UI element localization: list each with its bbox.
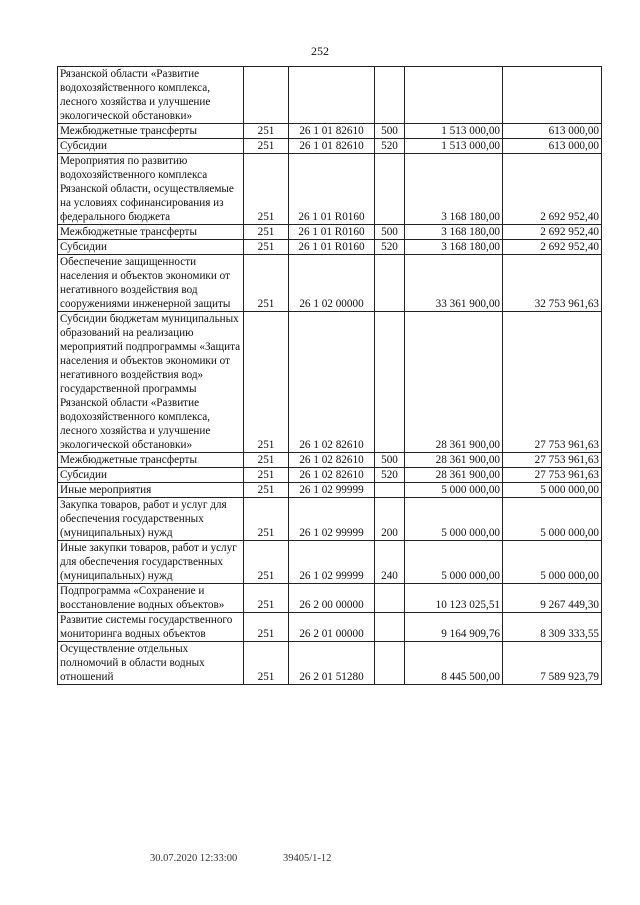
row-sum-fact-cell: 27 753 961,63 [503, 312, 602, 453]
row-code-cell: 26 2 01 00000 [289, 613, 375, 642]
row-code-cell: 26 1 01 R0160 [289, 240, 375, 255]
row-sum-plan-cell: 8 445 500,00 [405, 642, 503, 685]
row-gr-cell: 251 [244, 312, 289, 453]
row-gr-cell: 251 [244, 225, 289, 240]
table-row [58, 240, 602, 255]
row-sum-plan-cell: 1 513 000,00 [405, 124, 503, 139]
row-name-cell: Межбюджетные трансферты [58, 124, 244, 139]
row-sum-plan-cell: 28 361 900,00 [405, 312, 503, 453]
row-sum-fact-cell [503, 67, 602, 124]
row-gr-cell: 251 [244, 498, 289, 541]
table-row [58, 453, 602, 468]
row-vr-cell [375, 483, 405, 498]
row-gr-cell: 251 [244, 255, 289, 312]
row-sum-plan-cell: 33 361 900,00 [405, 255, 503, 312]
table-row [58, 312, 602, 453]
row-code-cell: 26 1 01 R0160 [289, 154, 375, 225]
table-row [58, 124, 602, 139]
row-name-cell: Иные мероприятия [58, 483, 244, 498]
row-name-cell: Обеспечение защищенности населения и объектов экономики от негативного воздействия вод сооружениями инженерной защиты [58, 255, 244, 312]
page-number: 252 [311, 44, 329, 58]
footer-datetime: 30.07.2020 12:33:00 [150, 853, 238, 864]
row-code-cell: 26 1 01 R0160 [289, 225, 375, 240]
row-name-cell: Субсидии [58, 468, 244, 483]
row-name-cell: Закупка товаров, работ и услуг для обеспечения государственных (муниципальных) нужд [58, 498, 244, 541]
row-sum-fact-cell: 5 000 000,00 [503, 498, 602, 541]
row-sum-plan-cell: 3 168 180,00 [405, 225, 503, 240]
row-name-cell: Межбюджетные трансферты [58, 453, 244, 468]
row-name-cell: Рязанской области «Развитие водохозяйственного комплекса, лесного хозяйства и улучшение экологической обстановки» [58, 67, 244, 124]
table-row [58, 154, 602, 225]
row-vr-cell: 520 [375, 468, 405, 483]
row-name-cell: Межбюджетные трансферты [58, 225, 244, 240]
row-sum-fact-cell: 32 753 961,63 [503, 255, 602, 312]
row-code-cell: 26 1 01 82610 [289, 139, 375, 154]
row-vr-cell [375, 613, 405, 642]
row-sum-plan-cell: 3 168 180,00 [405, 240, 503, 255]
row-sum-plan-cell: 9 164 909,76 [405, 613, 503, 642]
row-gr-cell: 251 [244, 240, 289, 255]
table-row [58, 483, 602, 498]
row-name-cell: Иные закупки товаров, работ и услуг для обеспечения государственных (муниципальных) нужд [58, 541, 244, 584]
row-vr-cell: 500 [375, 225, 405, 240]
row-name-cell: Субсидии [58, 139, 244, 154]
row-sum-fact-cell: 613 000,00 [503, 124, 602, 139]
table-row [58, 498, 602, 541]
row-sum-fact-cell: 5 000 000,00 [503, 541, 602, 584]
table-row [58, 468, 602, 483]
row-code-cell: 26 1 01 82610 [289, 124, 375, 139]
table-row [58, 67, 602, 124]
row-name-cell: Субсидии бюджетам муниципальных образований на реализацию мероприятий подпрограммы «Защита населения и объектов экономики от негативного воздействия вод» государственной программы Рязанской области «Развитие водохозяйственного комплекса, лесного хозяйства и улучшение экологической обстановки» [58, 312, 244, 453]
row-name-cell: Субсидии [58, 240, 244, 255]
row-vr-cell: 200 [375, 498, 405, 541]
row-name-cell: Осуществление отдельных полномочий в области водных отношений [58, 642, 244, 685]
row-sum-plan-cell: 3 168 180,00 [405, 154, 503, 225]
row-vr-cell [375, 584, 405, 613]
row-vr-cell: 520 [375, 139, 405, 154]
row-gr-cell: 251 [244, 154, 289, 225]
row-code-cell: 26 1 02 82610 [289, 468, 375, 483]
row-code-cell: 26 1 02 82610 [289, 312, 375, 453]
row-sum-fact-cell: 9 267 449,30 [503, 584, 602, 613]
row-sum-plan-cell: 5 000 000,00 [405, 541, 503, 584]
table-row [58, 642, 602, 685]
row-sum-plan-cell: 1 513 000,00 [405, 139, 503, 154]
row-gr-cell: 251 [244, 541, 289, 584]
row-sum-fact-cell: 27 753 961,63 [503, 453, 602, 468]
row-code-cell [289, 67, 375, 124]
row-sum-plan-cell: 28 361 900,00 [405, 453, 503, 468]
row-code-cell: 26 1 02 99999 [289, 483, 375, 498]
row-vr-cell [375, 67, 405, 124]
row-vr-cell [375, 154, 405, 225]
row-gr-cell: 251 [244, 642, 289, 685]
row-sum-fact-cell: 2 692 952,40 [503, 225, 602, 240]
row-vr-cell [375, 255, 405, 312]
budget-table [57, 66, 602, 685]
row-sum-fact-cell: 2 692 952,40 [503, 240, 602, 255]
row-code-cell: 26 2 00 00000 [289, 584, 375, 613]
row-vr-cell [375, 312, 405, 453]
row-sum-fact-cell: 27 753 961,63 [503, 468, 602, 483]
row-vr-cell [375, 642, 405, 685]
row-code-cell: 26 1 02 82610 [289, 453, 375, 468]
row-gr-cell: 251 [244, 613, 289, 642]
row-sum-fact-cell: 8 309 333,55 [503, 613, 602, 642]
row-code-cell: 26 1 02 99999 [289, 541, 375, 584]
row-code-cell: 26 2 01 51280 [289, 642, 375, 685]
row-sum-plan-cell: 5 000 000,00 [405, 483, 503, 498]
row-sum-fact-cell: 7 589 923,79 [503, 642, 602, 685]
row-name-cell: Мероприятия по развитию водохозяйственного комплекса Рязанской области, осуществляемые на условиях софинансирования из федерального бюджета [58, 154, 244, 225]
row-sum-plan-cell [405, 67, 503, 124]
table-row [58, 584, 602, 613]
row-gr-cell: 251 [244, 584, 289, 613]
table-row [58, 139, 602, 154]
row-code-cell: 26 1 02 99999 [289, 498, 375, 541]
row-name-cell: Подпрограмма «Сохранение и восстановление водных объектов» [58, 584, 244, 613]
table-row [58, 613, 602, 642]
row-vr-cell: 520 [375, 240, 405, 255]
row-sum-fact-cell: 613 000,00 [503, 139, 602, 154]
footer-doc-number: 39405/1-12 [283, 853, 332, 864]
row-vr-cell: 500 [375, 124, 405, 139]
row-sum-plan-cell: 28 361 900,00 [405, 468, 503, 483]
row-gr-cell: 251 [244, 124, 289, 139]
row-gr-cell [244, 67, 289, 124]
row-sum-plan-cell: 5 000 000,00 [405, 498, 503, 541]
row-vr-cell: 500 [375, 453, 405, 468]
row-sum-fact-cell: 2 692 952,40 [503, 154, 602, 225]
row-sum-plan-cell: 10 123 025,51 [405, 584, 503, 613]
row-gr-cell: 251 [244, 483, 289, 498]
row-name-cell: Развитие системы государственного мониторинга водных объектов [58, 613, 244, 642]
row-gr-cell: 251 [244, 468, 289, 483]
row-vr-cell: 240 [375, 541, 405, 584]
budget-table-body [58, 67, 602, 685]
table-row [58, 541, 602, 584]
row-code-cell: 26 1 02 00000 [289, 255, 375, 312]
table-row [58, 225, 602, 240]
row-gr-cell: 251 [244, 139, 289, 154]
row-gr-cell: 251 [244, 453, 289, 468]
table-row [58, 255, 602, 312]
row-sum-fact-cell: 5 000 000,00 [503, 483, 602, 498]
